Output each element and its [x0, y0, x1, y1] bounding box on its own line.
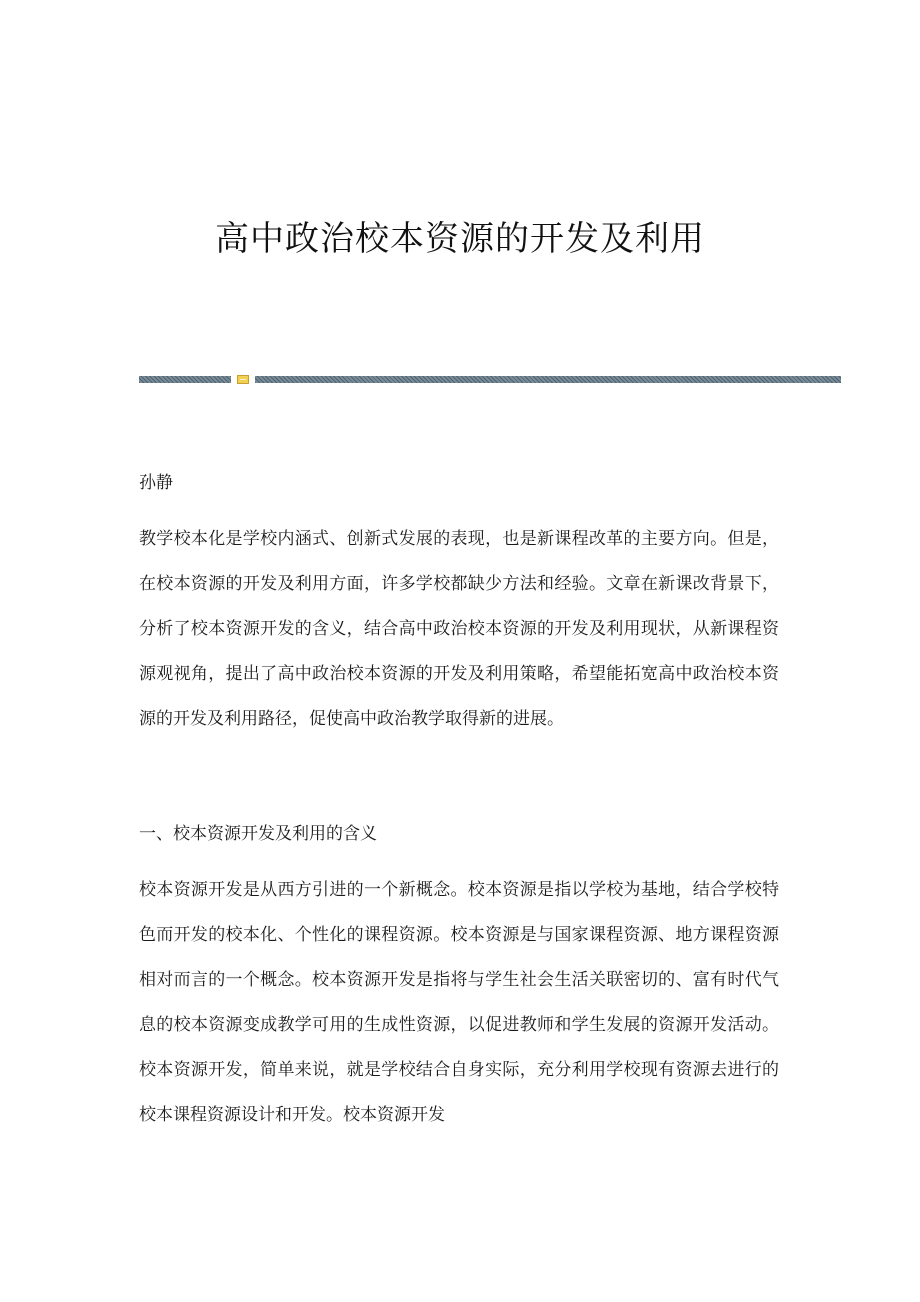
- divider-bar-left: [139, 376, 231, 383]
- abstract-paragraph: 教学校本化是学校内涵式、创新式发展的表现，也是新课程改革的主要方向。但是，在校本资源的开发及利用方面，许多学校都缺少方法和经验。文章在新课改背景下，分析了校本资源开发的含义，结合高中政治校本资源的开发及利用现状，从新课程资源观视角，提出了高中政治校本资源的开发及利用策略，希望能拓宽高中政治校本资源的开发及利用路径，促使高中政治教学取得新的进展。: [139, 529, 779, 729]
- author-name: 孙静: [139, 473, 173, 493]
- section-body-paragraph: 校本资源开发是从西方引进的一个新概念。校本资源是指以学校为基地，结合学校特色而开发的校本化、个性化的课程资源。校本资源是与国家课程资源、地方课程资源相对而言的一个概念。校本资源开发是指将与学生社会生活关联密切的、富有时代气息的校本资源变成教学可用的生成性资源，以促进教师和学生发展的资源开发活动。校本资源开发，简单来说，就是学校结合自身实际，充分利用学校现有资源去进行的校本课程资源设计和开发。校本资源开发: [139, 880, 779, 1125]
- section-heading: 一、校本资源开发及利用的含义: [139, 824, 377, 844]
- divider-ornament-icon: [237, 375, 249, 384]
- title-divider: [139, 375, 841, 385]
- document-title: 高中政治校本资源的开发及利用: [215, 219, 705, 259]
- divider-bar-right: [255, 376, 841, 383]
